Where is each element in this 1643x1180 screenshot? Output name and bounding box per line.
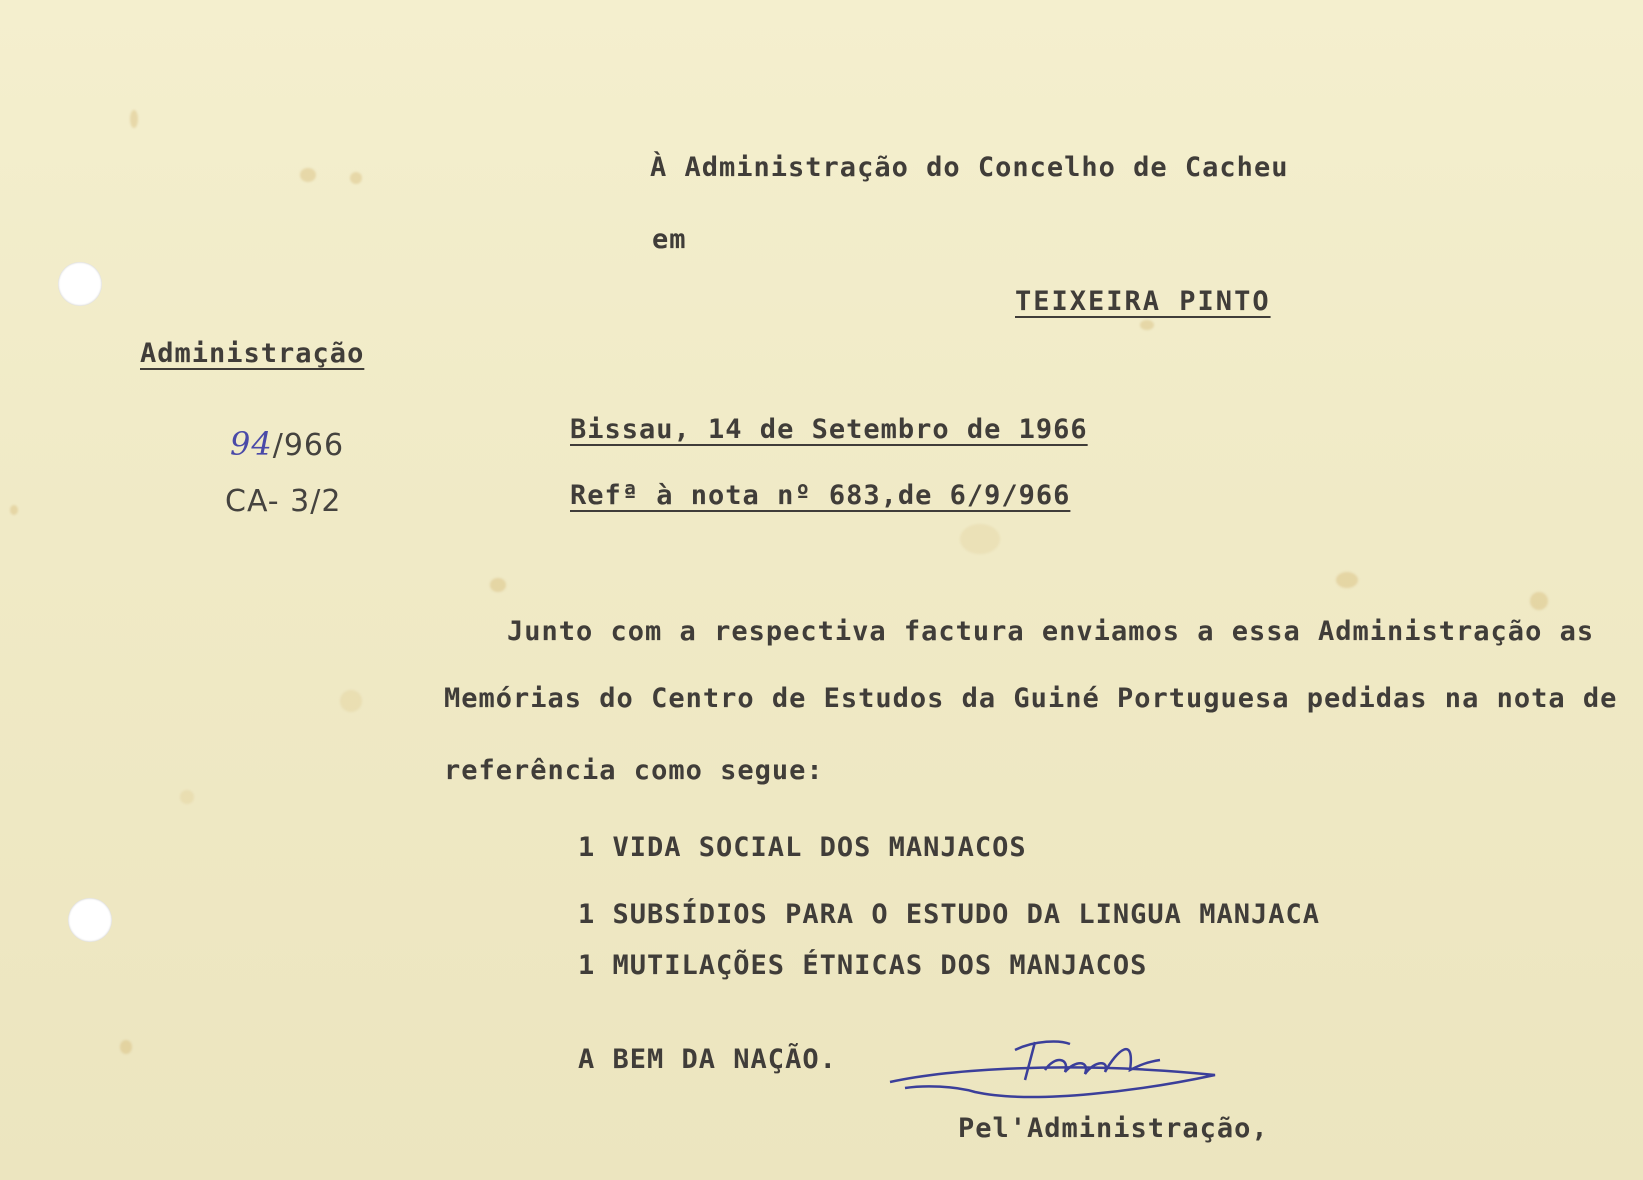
sender-label: Administração xyxy=(140,338,365,369)
date-line: Bissau, 14 de Setembro de 1966 xyxy=(570,414,1088,445)
stain xyxy=(350,172,362,184)
stain xyxy=(300,168,316,182)
body-line-3: referência como segue: xyxy=(444,755,824,786)
handwritten-number: 94 xyxy=(230,425,273,463)
punch-hole xyxy=(68,898,112,942)
stain xyxy=(130,110,138,128)
list-item: 1 MUTILAÇÕES ÉTNICAS DOS MANJACOS xyxy=(578,950,1148,981)
closing-line: A BEM DA NAÇÃO. xyxy=(578,1044,837,1075)
reference-number xyxy=(230,425,344,463)
recipient-line: À Administração do Concelho de Cacheu xyxy=(650,152,1289,183)
signoff: Pel'Administração, xyxy=(958,1113,1269,1144)
em-line: em xyxy=(652,224,687,255)
reference-year: /966 xyxy=(272,428,345,463)
list-item: 1 SUBSÍDIOS PARA O ESTUDO DA LINGUA MANJACA xyxy=(578,899,1320,930)
punch-hole xyxy=(58,262,102,306)
stain xyxy=(1336,572,1358,588)
stain xyxy=(1530,592,1548,610)
place-name: TEIXEIRA PINTO xyxy=(1015,286,1271,317)
stain xyxy=(490,578,506,592)
classification-code: CA- 3/2 xyxy=(225,484,342,519)
stain xyxy=(180,790,194,804)
stain xyxy=(10,505,18,515)
stain xyxy=(1140,320,1154,330)
stain xyxy=(960,524,1000,554)
stain xyxy=(340,690,362,712)
stain xyxy=(120,1040,132,1054)
signature xyxy=(885,1030,1225,1110)
list-item: 1 VIDA SOCIAL DOS MANJACOS xyxy=(578,832,1027,863)
body-line-1: Junto com a respectiva factura enviamos a essa Administração as xyxy=(507,616,1595,647)
reference-line: Refª à nota nº 683,de 6/9/966 xyxy=(570,480,1071,511)
body-line-2: Memórias do Centro de Estudos da Guiné Portuguesa pedidas na nota de xyxy=(444,683,1618,714)
